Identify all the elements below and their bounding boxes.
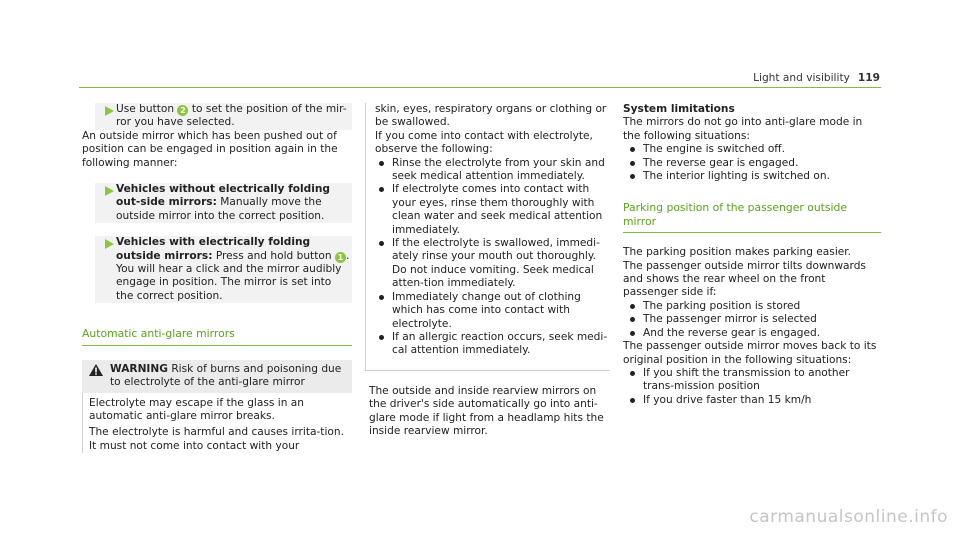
list-item: Rinse the electrolyte from your skin and seek medical attention immediately. <box>372 157 610 184</box>
warning-cont-paragraph-1: skin, eyes, respiratory organs or clothing or be swallowed. <box>375 103 607 129</box>
electrolyte-bullets <box>372 157 610 358</box>
step-1 <box>95 103 352 130</box>
column-3 <box>623 103 881 407</box>
running-head <box>753 72 880 85</box>
watermark: carmanualsonline.info <box>749 506 948 527</box>
section-title-parking-position: Parking position of the passenger outside mirror <box>623 201 881 233</box>
warning-body <box>82 393 352 454</box>
list-item: If electrolyte comes into contact with your eyes, rinse them thoroughly with clean water and seek medical attention immediately. <box>372 183 610 237</box>
step-arrow-icon <box>105 106 114 116</box>
warning-label: WARNING <box>110 362 168 375</box>
warning-cont-paragraph-2: If you come into contact with electrolyte, observe the following: <box>375 129 593 156</box>
list-item: The engine is switched off. <box>623 143 881 156</box>
anti-glare-description: The outside and inside rearview mirrors on the driver's side automatically go into anti-glare mode if light from a headlamp hits the inside rearview mirror. <box>369 384 604 437</box>
list-item: If the electrolyte is swallowed, immedi-ately rinse your mouth out thoroughly. Do not induce vomiting. Seek medical atten-tion immediately. <box>372 237 610 291</box>
page-number: 119 <box>857 72 880 84</box>
step-1-text: Use button <box>116 103 175 115</box>
step-3-text: Press and hold button <box>215 249 332 262</box>
warning-continuation <box>365 103 610 371</box>
column-2 <box>365 103 610 438</box>
list-item: Immediately change out of clothing which has come into contact with electrolyte. <box>372 291 610 331</box>
list-item: If you shift the transmission to another trans-mission position <box>623 367 881 394</box>
column-1 <box>82 103 352 453</box>
callout-badge-1: 1 <box>335 252 346 263</box>
list-item: The interior lighting is switched on. <box>623 170 881 183</box>
step-3-result: You will hear a click and the mirror audibly engage in position. The mirror is set into the correct position. <box>116 263 342 302</box>
system-limitations-title: System limitations <box>623 103 735 115</box>
step-arrow-icon <box>105 239 114 249</box>
list-item: The reverse gear is engaged. <box>623 157 881 170</box>
step-2-condition: Vehicles without electrically folding out-side mirrors: <box>116 183 331 209</box>
parking-conditions-bullets <box>623 300 881 340</box>
parking-return-bullets <box>623 367 881 407</box>
step-2-text: Manually move the outside mirror into the correct position. <box>116 196 325 222</box>
intro-paragraph: An outside mirror which has been pushed out of position can be engaged in position again in the following manner: <box>82 129 338 169</box>
step-2 <box>95 183 352 223</box>
parking-paragraph-3: The passenger outside mirror moves back to its original position in the following situations: <box>623 340 877 366</box>
warning-heading: Risk of burns and poisoning due to electrolyte of the anti-glare mirror <box>110 362 342 389</box>
header-rule <box>79 87 881 88</box>
list-item: If an allergic reaction occurs, seek medi-cal attention immediately. <box>372 331 610 358</box>
parking-paragraph-1: The parking position makes parking easier. <box>623 246 852 259</box>
list-item: And the reverse gear is engaged. <box>623 327 881 340</box>
step-3-period: . <box>345 249 350 262</box>
warning-paragraph-1: Electrolyte may escape if the glass in an automatic anti-glare mirror breaks. <box>89 396 304 422</box>
section-name: Light and visibility <box>753 72 850 84</box>
warning-box <box>82 360 352 453</box>
step-3-condition: Vehicles with electrically folding outside mirrors: <box>116 236 311 262</box>
parking-paragraph-2: The passenger outside mirror tilts downwards and shows the rear wheel on the front passenger side if: <box>623 259 866 299</box>
callout-badge-2: 2 <box>177 105 188 116</box>
list-item: The passenger mirror is selected <box>623 313 881 326</box>
list-item: The parking position is stored <box>623 300 881 313</box>
warning-paragraph-2: The electrolyte is harmful and causes irrita-tion. It must not come into contact with your <box>89 426 344 452</box>
warning-triangle-icon <box>89 364 103 376</box>
system-limitations-bullets <box>623 143 881 183</box>
system-limitations-text: The mirrors do not go into anti-glare mode in the following situations: <box>623 116 863 142</box>
step-1-text-cont: to set the position of the mir-ror you have selected. <box>116 103 347 129</box>
section-title-anti-glare: Automatic anti-glare mirrors <box>82 327 352 345</box>
list-item: If you drive faster than 15 km/h <box>623 394 881 407</box>
warning-header-text <box>88 363 346 390</box>
warning-header <box>82 360 352 393</box>
step-3 <box>95 236 352 303</box>
step-arrow-icon <box>105 186 114 196</box>
